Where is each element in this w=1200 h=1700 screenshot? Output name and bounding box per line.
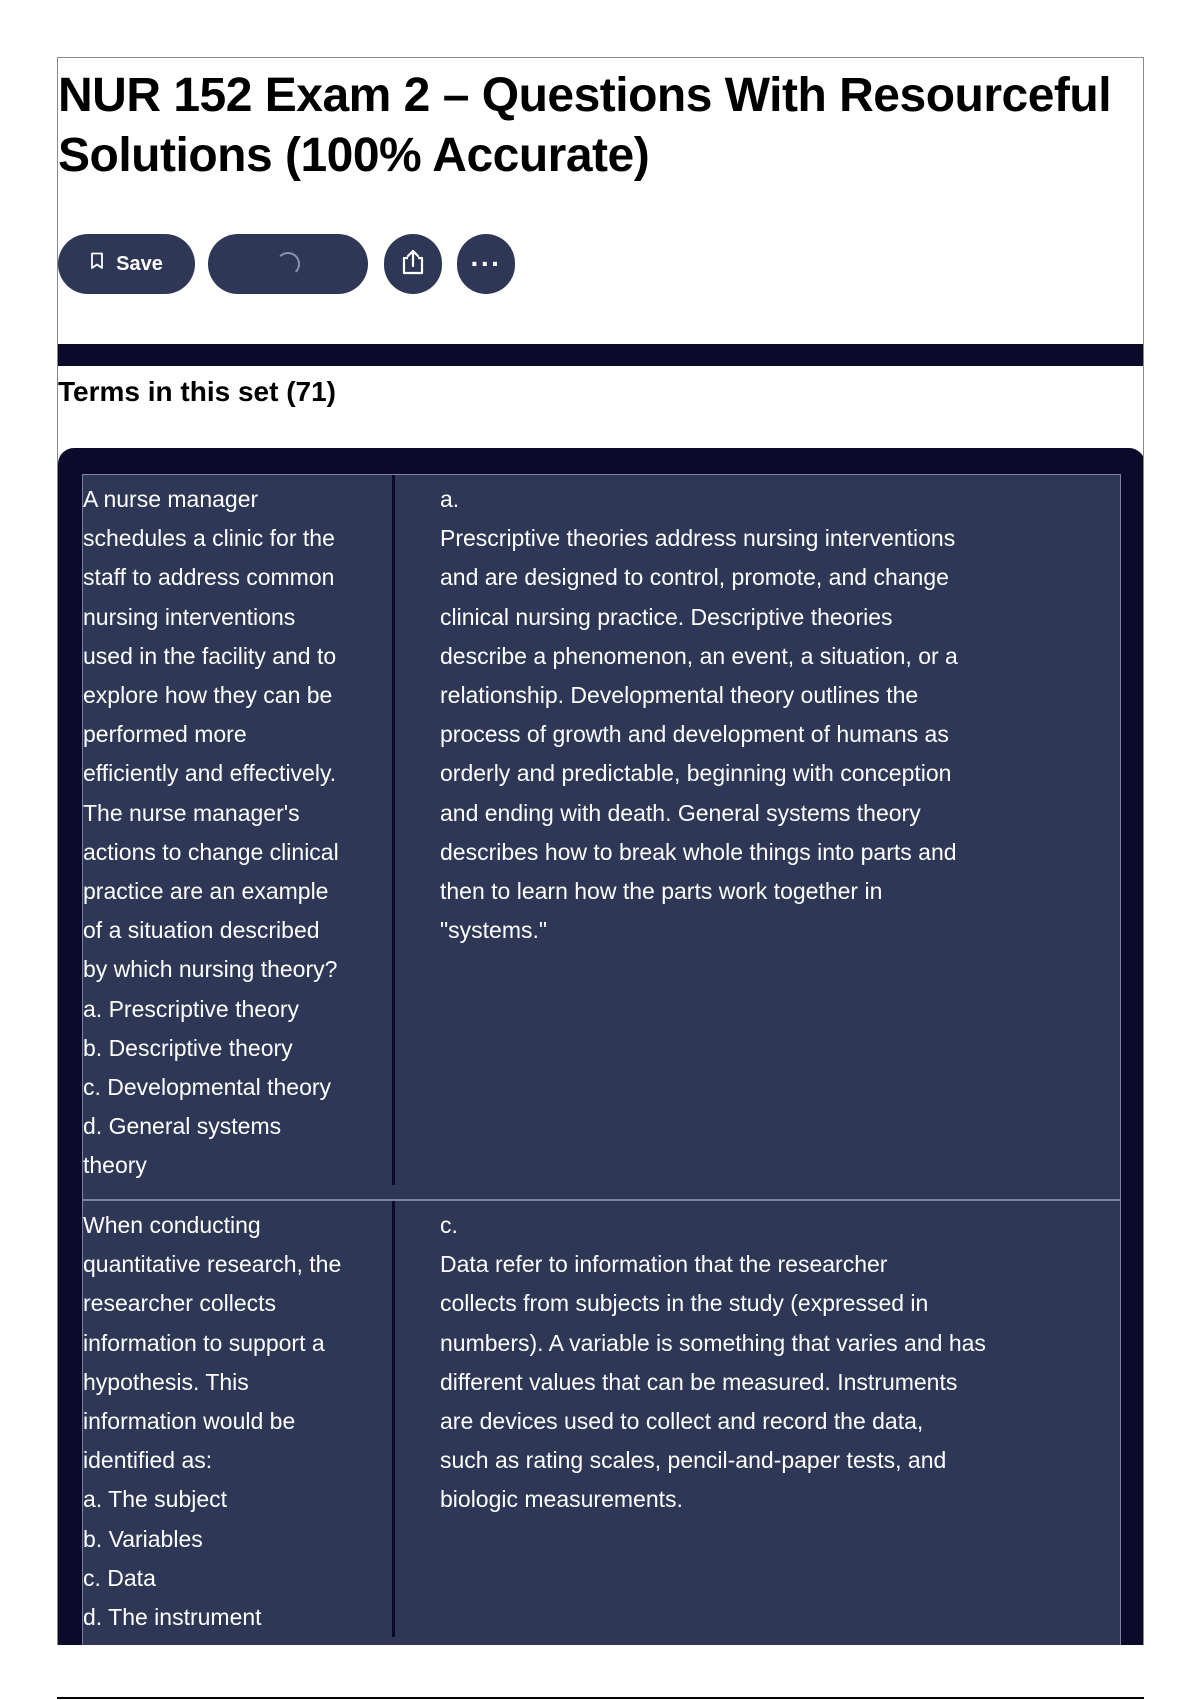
term-card[interactable] [82,474,1121,1200]
bookmark-icon [90,252,104,276]
share-icon [400,248,426,281]
column-divider [392,1201,395,1637]
page-bottom-rule [57,1697,1144,1699]
toolbar [58,234,658,296]
study-set-page [57,57,1144,1645]
share-button[interactable] [384,234,442,294]
loading-button[interactable] [208,234,368,294]
terms-heading: Terms in this set (71) [58,376,337,407]
section-divider [58,344,1144,366]
term-card[interactable] [82,1200,1121,1645]
save-button[interactable] [58,234,195,294]
column-divider [392,475,395,1185]
more-icon: ··· [470,248,502,279]
terms-list [58,448,1144,1645]
definition-text: c. Data refer to information that the researcher collects from subjects in the study (expressed in numbers). A variable is something that varies and has different values that can be measured. Instruments are devices used to collect and record the data, such as rating scales, pencil-and-paper tests, and biologic measurements. [440,1212,986,1513]
more-options-button[interactable] [457,234,515,294]
definition-text: a. Prescriptive theories address nursing interventions and are designed to control, promote, and change clinical nursing practice. Descriptive theories describe a phenomenon, an event, a situation, or a relationship. Developmental theory outlines the process of growth and development of humans as orderly and predictable, beginning with conception and ending with death. General systems theory describes how to break whole things into parts and then to learn how the parts work together in "systems." [440,486,958,944]
spinner-icon [276,252,300,276]
page-title: NUR 152 Exam 2 – Questions With Resourceful Solutions (100% Accurate) [58,69,1112,182]
term-text: When conducting quantitative research, the researcher collects information to support a hypothesis. This information would be identified as: a. The subject b. Variables c. Data d. The instrument [83,1212,342,1631]
save-label: Save [116,252,163,275]
term-text: A nurse manager schedules a clinic for the staff to address common nursing interventions used in the facility and to explore how they can be performed more efficiently and effectively. The nurse manager's actions to change clinical practice are an example of a situation described by which nursing theory? a. Prescriptive theory b. Descriptive theory c. Developmental theory d. General systems theory [83,486,339,1179]
